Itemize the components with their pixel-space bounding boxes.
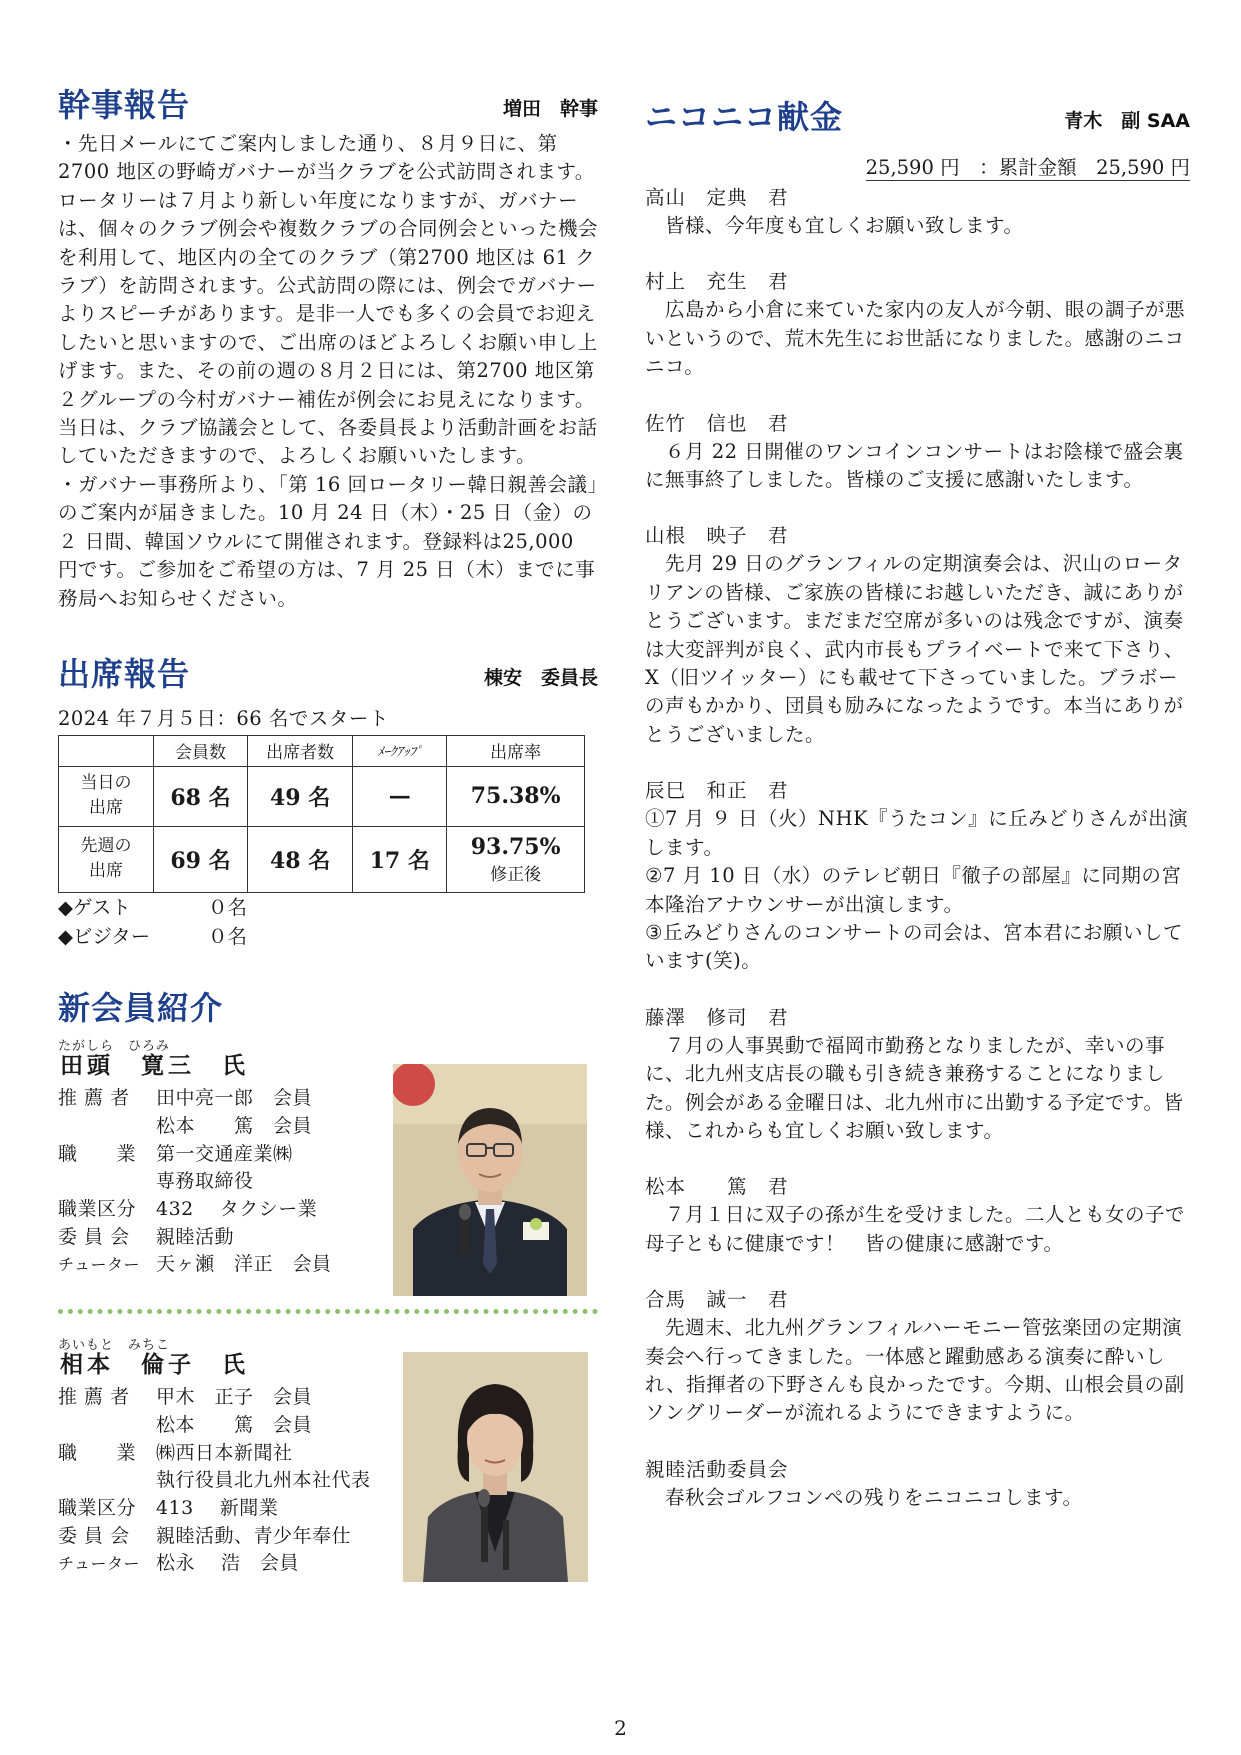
donor-message: ６月 22 日開催のワンコインコンサートはお陰様で盛会裏に無事終了しました。皆様のご支援に感謝いたします。 bbox=[645, 439, 1184, 492]
page-number: 2 bbox=[614, 1716, 627, 1740]
cell-rate: 75.38% bbox=[447, 766, 585, 826]
secretary-paragraph: ・ガバナー事務所より、「第 16 回ロータリー韓日親善会議」のご案内が届きました。10 月 24 日（木）・25 日（金）の ２ 日間、韓国ソウルにて開催されます。登録料は25,000 円です。ご参加をご希望の方は、7 月 25 日（木）までに事務局へお知らせください。 bbox=[58, 472, 598, 610]
attendance-report-author: 棟安 委員長 bbox=[483, 666, 598, 689]
cell-present: 48 名 bbox=[247, 826, 352, 892]
donor-name: 高山 定典 君 bbox=[645, 186, 789, 209]
list-item bbox=[645, 184, 1190, 240]
donor-message: 広島から小倉に来ていた家内の友人が今朝、眼の調子が悪いというので、荒木先生にお世話になりました。感謝のニコニコ。 bbox=[645, 298, 1186, 379]
secretary-report bbox=[58, 80, 598, 613]
secretary-report-body bbox=[58, 130, 598, 613]
list-item bbox=[645, 410, 1190, 495]
rate-value: 93.75% bbox=[470, 833, 561, 860]
attendance-report-title: 出席報告 bbox=[58, 654, 191, 693]
cell-makeup: 17 名 bbox=[353, 826, 447, 892]
dotted-divider bbox=[58, 1309, 598, 1322]
donor-name: 辰巳 和正 君 bbox=[645, 779, 789, 803]
right-column bbox=[645, 92, 1190, 1540]
visitor-row: ◆ビジター ０名 bbox=[58, 924, 248, 948]
attendance-header-row bbox=[59, 735, 585, 766]
cell-members: 69 名 bbox=[154, 826, 248, 892]
woman-portrait-icon bbox=[403, 1352, 588, 1582]
donor-name: 松本 篤 君 bbox=[645, 1175, 789, 1199]
cell-members: 68 名 bbox=[154, 766, 248, 826]
cell-present: 49 名 bbox=[247, 766, 352, 826]
guest-row: ◆ゲスト ０名 bbox=[58, 895, 248, 919]
cell-rate-corrected bbox=[447, 826, 585, 892]
table-row bbox=[59, 826, 585, 892]
donor-message: 先月 29 日のグランフィルの定期演奏会は、沢山のロータリアンの皆様、ご家族の皆様にお越しいただき、誠にありがとうございます。まだまだ空席が多いのは残念ですが、演奏は大変評判が良く、武内市長もプライベートで来て下さり、X（旧ツイッター）にも載せて下さっていました。ブラボーの声もかかり、団員も励みになったようです。本当にありがとうございました。 bbox=[645, 552, 1185, 746]
secretary-paragraph: ・先日メールにてご案内しました通り、８月９日に、第2700 地区の野崎ガバナーが当クラブを公式訪問されます。ロータリーは７月より新しい年度になりますが、ガバナーは、個々のクラブ例会や複数クラブの合同例会といった機会を利用して、地区内の全てのクラブ（第2700 地区は 61 クラブ）を訪問されます。公式訪問の際には、例会でガバナーよりスピーチがあります。是非一人でも多くの会員でお迎えしたいと思いますので、ご出席のほどよろしくお願い申し上げます。また、その前の週の８月２日には、第2700 地区第２グループの今村ガバナー補佐が例会にお見えになります。当日は、クラブ協議会として、各委員長より活動計画をお話していただきますので、よろしくお願いいたします。 bbox=[58, 132, 599, 468]
donor-message: 皆様、今年度も宜しくお願い致します。 bbox=[645, 214, 1024, 237]
list-item bbox=[645, 1173, 1190, 1258]
member-name: 田頭 寛三 氏 bbox=[60, 1051, 249, 1079]
donor-name: 親睦活動委員会 bbox=[645, 1457, 789, 1481]
row-label: 当日の 出席 bbox=[59, 766, 154, 826]
header-rate: 出席率 bbox=[447, 735, 585, 766]
secretary-report-author: 増田 幹事 bbox=[502, 98, 598, 120]
header-members: 会員数 bbox=[154, 735, 248, 766]
nikoniko-author: 青木 副 SAA bbox=[1064, 110, 1190, 132]
cell-makeup: — bbox=[353, 766, 447, 826]
member-photo bbox=[403, 1352, 588, 1582]
nikoniko-title: ニコニコ献金 bbox=[645, 98, 844, 136]
donor-message: ７月の人事異動で福岡市勤務となりましたが、幸いの事に、北九州支店長の職も引き続き兼務することになりました。例会がある金曜日は、北九州市に出勤する予定です。皆様、これからも宜しくお願い致します。 bbox=[645, 1033, 1184, 1142]
table-row bbox=[59, 766, 585, 826]
attendance-report bbox=[58, 649, 598, 951]
header-makeup: ﾒｰｸｱｯﾌﾟ bbox=[353, 735, 447, 766]
member-name-ruby: たがしら ひろみ bbox=[58, 1038, 171, 1054]
row-label: 先週の 出席 bbox=[59, 826, 154, 892]
new-member-introduction bbox=[58, 983, 598, 1588]
donor-name: 藤澤 修司 君 bbox=[645, 1005, 789, 1029]
member-photo bbox=[393, 1064, 587, 1296]
donor-message: ①7 月 ９ 日（火）NHK『うたコン』に丘みどりさんが出演します。 ②7 月 10 日（水）のテレビ朝日『徹子の部屋』に同期の宮本隆治アナウンサーが出演します。 ③丘みどりさんのコンサートの司会は、宮本君にお願いしています(笑)。 bbox=[645, 807, 1189, 973]
nikoniko-amount: 25,590 円 ：累計金額 25,590 円 bbox=[865, 156, 1190, 179]
list-item bbox=[645, 1286, 1190, 1428]
list-item bbox=[645, 1004, 1190, 1146]
donor-name: 山根 映子 君 bbox=[645, 524, 789, 548]
donor-message: 先週末、北九州グランフィルハーモニー管弦楽団の定期演奏会へ行ってきました。一体感と躍動感ある演奏に酔いしれ、指揮者の下野さんも良かったです。今期、山根会員の副ソングリーダーが流れるようにできますように。 bbox=[645, 1316, 1185, 1425]
list-item bbox=[645, 1456, 1190, 1512]
donor-message: 春秋会ゴルフコンペの残りをニコニコします。 bbox=[645, 1485, 1083, 1509]
left-column bbox=[58, 80, 598, 1588]
member-name: 相本 倫子 氏 bbox=[60, 1350, 249, 1378]
list-item bbox=[645, 777, 1190, 975]
man-portrait-icon bbox=[393, 1064, 587, 1296]
member-profile: あいもと みちこ 相本 倫子 氏 推 薦 者 甲木 正子 会員 松本 篤 会員 職 業 ㈱西日本新聞社 執行役員北九州本社代表 職業区分 413 新聞業 委 員 会 親睦活動、青少年奉仕 チューター 松永 浩 会員 bbox=[58, 1338, 598, 1588]
list-item bbox=[645, 268, 1190, 381]
header-present: 出席者数 bbox=[247, 735, 352, 766]
attendance-start-line: 2024 年７月５日：66 名でスタート bbox=[58, 706, 389, 730]
donor-message: ７月１日に双子の孫が生を受けました。二人とも女の子で母子ともに健康です！ 皆の健康に感謝です。 bbox=[645, 1203, 1186, 1255]
attendance-table bbox=[58, 735, 585, 893]
member-name-ruby: あいもと みちこ bbox=[58, 1337, 171, 1353]
secretary-report-title: 幹事報告 bbox=[58, 86, 191, 124]
new-member-title: 新会員紹介 bbox=[58, 988, 224, 1027]
rate-note: 修正後 bbox=[490, 864, 542, 885]
donor-name: 村上 充生 君 bbox=[645, 270, 789, 294]
donor-name: 佐竹 信也 君 bbox=[645, 411, 789, 435]
list-item bbox=[645, 522, 1190, 749]
guest-visitor-list bbox=[58, 893, 598, 951]
donor-name: 合馬 誠一 君 bbox=[645, 1288, 789, 1312]
member-profile: たがしら ひろみ 田頭 寛三 氏 推 薦 者 田中亮一郎 会員 松本 篤 会員 職 業 第一交通産業㈱ 専務取締役 職業区分 432 タクシー業 委 員 会 親睦活動 チューター 天ヶ瀬 洋正 会員 bbox=[58, 1039, 598, 1289]
